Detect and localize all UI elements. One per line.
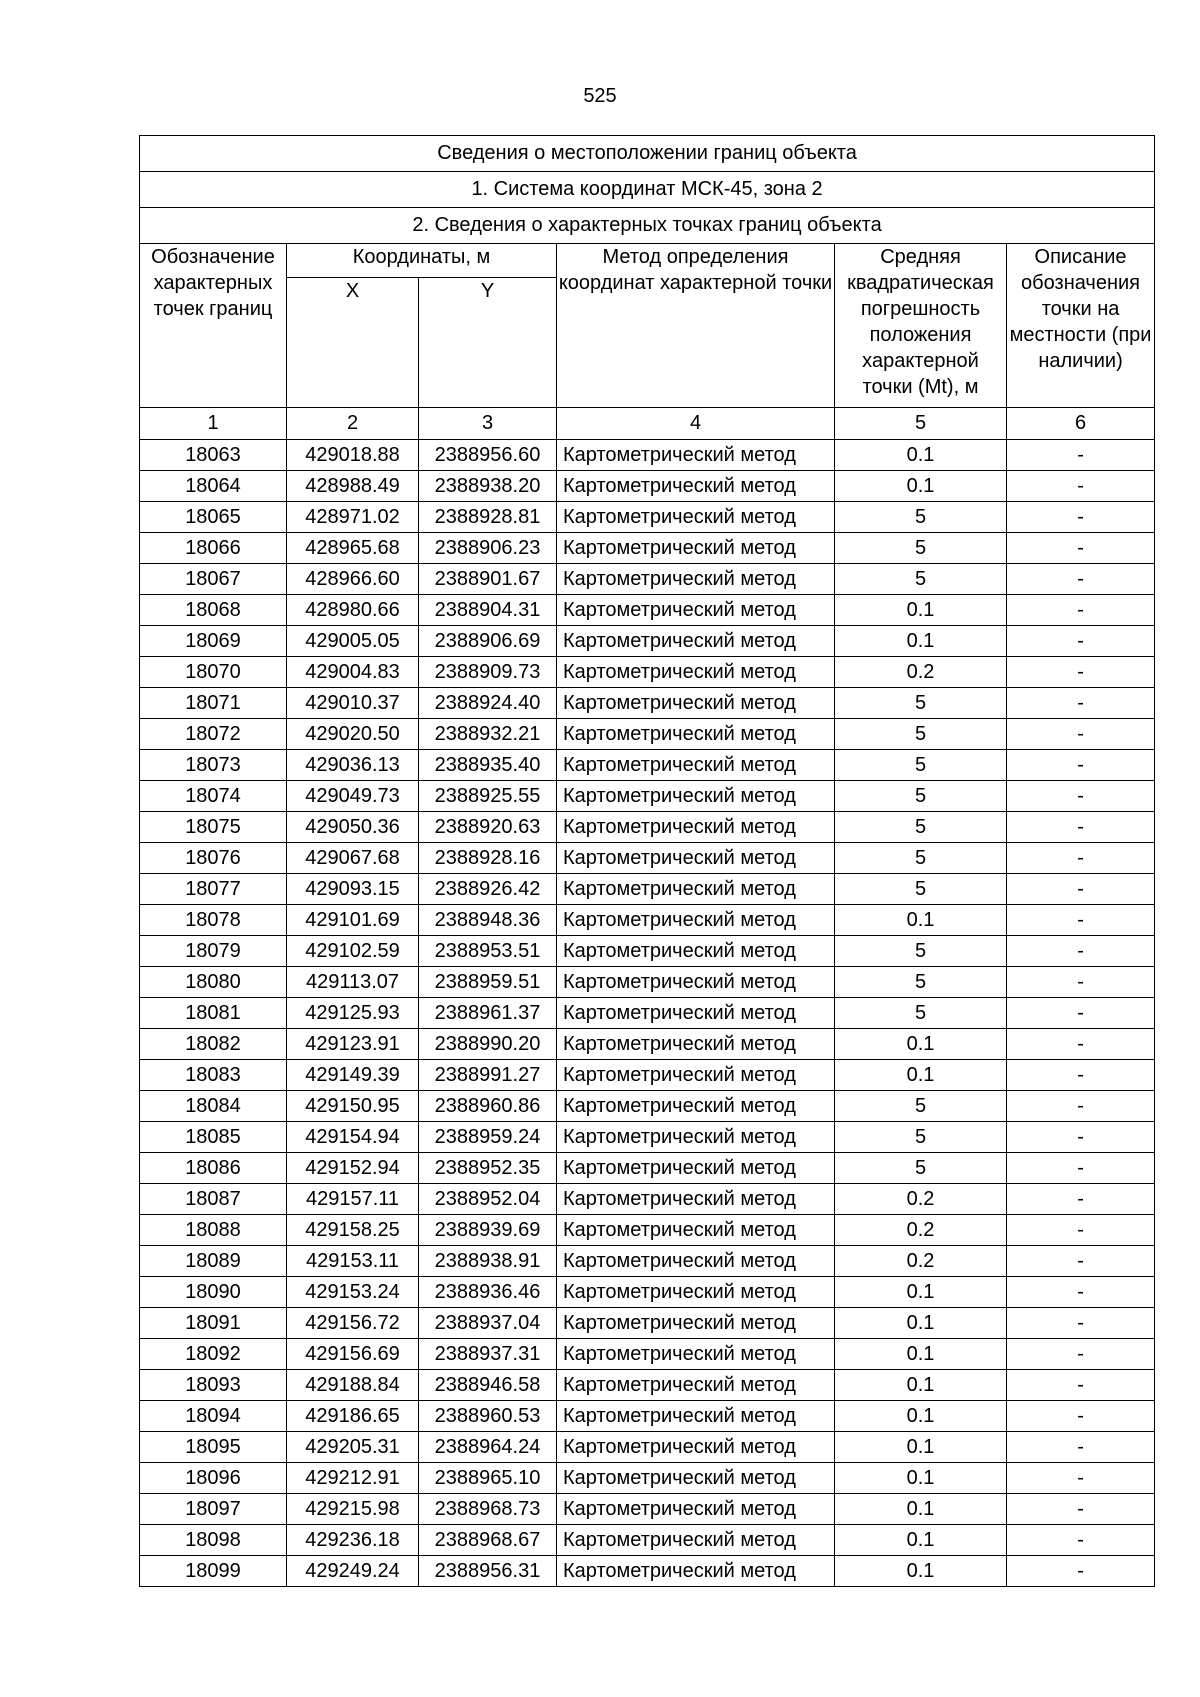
cell-x-coordinate: 429018.88 [287,440,419,471]
table-row [140,1432,1155,1463]
cell-method: Картометрический метод [557,812,835,843]
table-row [140,1091,1155,1122]
cell-mt-error: 5 [835,1153,1007,1184]
cell-mt-error: 5 [835,564,1007,595]
cell-mt-error: 0.1 [835,1494,1007,1525]
cell-point-id: 18071 [140,688,287,719]
cell-description: - [1007,812,1155,843]
cell-point-id: 18085 [140,1122,287,1153]
cell-point-id: 18070 [140,657,287,688]
table-row [140,1029,1155,1060]
header-description: Описание обозначения точки на местности (при наличии) [1007,244,1155,408]
cell-x-coordinate: 429004.83 [287,657,419,688]
table-row [140,1463,1155,1494]
cell-y-coordinate: 2388960.86 [419,1091,557,1122]
cell-method: Картометрический метод [557,688,835,719]
cell-description: - [1007,564,1155,595]
cell-mt-error: 0.2 [835,657,1007,688]
cell-x-coordinate: 429036.13 [287,750,419,781]
cell-point-id: 18073 [140,750,287,781]
column-number: 2 [287,408,419,440]
cell-method: Картометрический метод [557,1184,835,1215]
cell-mt-error: 0.1 [835,471,1007,502]
cell-x-coordinate: 429188.84 [287,1370,419,1401]
cell-mt-error: 5 [835,533,1007,564]
cell-description: - [1007,1525,1155,1556]
cell-y-coordinate: 2388938.20 [419,471,557,502]
cell-mt-error: 0.2 [835,1246,1007,1277]
cell-method: Картометрический метод [557,1060,835,1091]
cell-description: - [1007,1339,1155,1370]
cell-description: - [1007,626,1155,657]
table-row [140,1401,1155,1432]
cell-x-coordinate: 429093.15 [287,874,419,905]
header-designation: Обозначение характерных точек границ [140,244,287,408]
cell-method: Картометрический метод [557,595,835,626]
cell-y-coordinate: 2388948.36 [419,905,557,936]
cell-method: Картометрический метод [557,502,835,533]
page-number: 525 [583,85,617,107]
cell-mt-error: 5 [835,936,1007,967]
cell-mt-error: 5 [835,688,1007,719]
cell-method: Картометрический метод [557,750,835,781]
cell-description: - [1007,1091,1155,1122]
cell-mt-error: 5 [835,874,1007,905]
table-row [140,564,1155,595]
cell-method: Картометрический метод [557,1494,835,1525]
cell-description: - [1007,1370,1155,1401]
cell-x-coordinate: 429153.24 [287,1277,419,1308]
cell-y-coordinate: 2388928.16 [419,843,557,874]
cell-mt-error: 5 [835,843,1007,874]
cell-mt-error: 0.1 [835,1463,1007,1494]
cell-description: - [1007,1060,1155,1091]
cell-description: - [1007,1215,1155,1246]
cell-mt-error: 5 [835,502,1007,533]
cell-point-id: 18066 [140,533,287,564]
cell-mt-error: 0.1 [835,1277,1007,1308]
cell-description: - [1007,1122,1155,1153]
cell-mt-error: 0.1 [835,1432,1007,1463]
table-row [140,1494,1155,1525]
cell-x-coordinate: 428980.66 [287,595,419,626]
cell-description: - [1007,440,1155,471]
cell-mt-error: 0.1 [835,595,1007,626]
cell-y-coordinate: 2388937.31 [419,1339,557,1370]
table-row [140,1277,1155,1308]
cell-description: - [1007,595,1155,626]
cell-y-coordinate: 2388956.60 [419,440,557,471]
cell-y-coordinate: 2388959.51 [419,967,557,998]
cell-mt-error: 0.2 [835,1184,1007,1215]
cell-description: - [1007,657,1155,688]
cell-mt-error: 5 [835,781,1007,812]
cell-x-coordinate: 428971.02 [287,502,419,533]
cell-x-coordinate: 429157.11 [287,1184,419,1215]
cell-y-coordinate: 2388939.69 [419,1215,557,1246]
cell-point-id: 18091 [140,1308,287,1339]
cell-y-coordinate: 2388968.67 [419,1525,557,1556]
cell-y-coordinate: 2388909.73 [419,657,557,688]
cell-method: Картометрический метод [557,936,835,967]
cell-mt-error: 0.1 [835,1556,1007,1587]
column-number: 6 [1007,408,1155,440]
cell-point-id: 18069 [140,626,287,657]
cell-point-id: 18082 [140,1029,287,1060]
cell-y-coordinate: 2388965.10 [419,1463,557,1494]
cell-x-coordinate: 428988.49 [287,471,419,502]
cell-description: - [1007,1494,1155,1525]
cell-method: Картометрический метод [557,1432,835,1463]
cell-x-coordinate: 429123.91 [287,1029,419,1060]
cell-x-coordinate: 429153.11 [287,1246,419,1277]
table-row [140,1153,1155,1184]
cell-y-coordinate: 2388991.27 [419,1060,557,1091]
cell-y-coordinate: 2388964.24 [419,1432,557,1463]
cell-method: Картометрический метод [557,471,835,502]
cell-point-id: 18084 [140,1091,287,1122]
cell-description: - [1007,781,1155,812]
cell-x-coordinate: 429005.05 [287,626,419,657]
table-row [140,626,1155,657]
cell-x-coordinate: 429125.93 [287,998,419,1029]
table-row [140,1215,1155,1246]
cell-mt-error: 5 [835,812,1007,843]
cell-y-coordinate: 2388935.40 [419,750,557,781]
header-coordinates: Координаты, м [287,244,557,278]
cell-x-coordinate: 429101.69 [287,905,419,936]
cell-method: Картометрический метод [557,1308,835,1339]
cell-x-coordinate: 429152.94 [287,1153,419,1184]
cell-point-id: 18096 [140,1463,287,1494]
cell-mt-error: 5 [835,1091,1007,1122]
cell-x-coordinate: 429049.73 [287,781,419,812]
cell-method: Картометрический метод [557,1122,835,1153]
cell-mt-error: 5 [835,967,1007,998]
cell-method: Картометрический метод [557,1029,835,1060]
cell-description: - [1007,936,1155,967]
cell-method: Картометрический метод [557,874,835,905]
cell-y-coordinate: 2388961.37 [419,998,557,1029]
cell-y-coordinate: 2388925.55 [419,781,557,812]
cell-description: - [1007,998,1155,1029]
cell-point-id: 18083 [140,1060,287,1091]
cell-mt-error: 0.1 [835,626,1007,657]
cell-mt-error: 0.1 [835,1308,1007,1339]
cell-x-coordinate: 429236.18 [287,1525,419,1556]
cell-point-id: 18097 [140,1494,287,1525]
table-row [140,440,1155,471]
cell-description: - [1007,1432,1155,1463]
table-row [140,936,1155,967]
table-row [140,1556,1155,1587]
cell-point-id: 18092 [140,1339,287,1370]
cell-mt-error: 5 [835,1122,1007,1153]
cell-description: - [1007,1246,1155,1277]
cell-method: Картометрический метод [557,1556,835,1587]
cell-method: Картометрический метод [557,1463,835,1494]
cell-mt-error: 5 [835,750,1007,781]
cell-x-coordinate: 429186.65 [287,1401,419,1432]
cell-point-id: 18088 [140,1215,287,1246]
cell-mt-error: 0.1 [835,905,1007,936]
cell-description: - [1007,1308,1155,1339]
cell-x-coordinate: 429050.36 [287,812,419,843]
cell-x-coordinate: 429215.98 [287,1494,419,1525]
coordinate-system-row: 1. Система координат МСК-45, зона 2 [140,172,1155,208]
cell-method: Картометрический метод [557,1339,835,1370]
cell-y-coordinate: 2388924.40 [419,688,557,719]
cell-y-coordinate: 2388946.58 [419,1370,557,1401]
cell-point-id: 18074 [140,781,287,812]
table-row [140,843,1155,874]
cell-method: Картометрический метод [557,967,835,998]
cell-description: - [1007,533,1155,564]
cell-method: Картометрический метод [557,657,835,688]
cell-method: Картометрический метод [557,1215,835,1246]
header-y: Y [419,278,557,408]
cell-point-id: 18095 [140,1432,287,1463]
cell-x-coordinate: 428965.68 [287,533,419,564]
table-body [140,440,1155,1587]
table-row [140,905,1155,936]
column-number: 1 [140,408,287,440]
table-row [140,533,1155,564]
table-row [140,1246,1155,1277]
cell-y-coordinate: 2388952.35 [419,1153,557,1184]
cell-y-coordinate: 2388956.31 [419,1556,557,1587]
table-row [140,657,1155,688]
table-row [140,1122,1155,1153]
table-row [140,1339,1155,1370]
table-row [140,1308,1155,1339]
table-row [140,688,1155,719]
cell-mt-error: 0.2 [835,1215,1007,1246]
cell-description: - [1007,1029,1155,1060]
cell-method: Картометрический метод [557,1370,835,1401]
cell-method: Картометрический метод [557,1277,835,1308]
cell-method: Картометрический метод [557,781,835,812]
cell-mt-error: 5 [835,998,1007,1029]
cell-mt-error: 0.1 [835,1060,1007,1091]
cell-point-id: 18072 [140,719,287,750]
header-error: Средняя квадратическая погрешность положения характерной точки (Mt), м [835,244,1007,408]
column-number: 3 [419,408,557,440]
cell-method: Картометрический метод [557,998,835,1029]
points-section-row: 2. Сведения о характерных точках границ объекта [140,208,1155,244]
table-row [140,1525,1155,1556]
cell-description: - [1007,967,1155,998]
cell-description: - [1007,843,1155,874]
cell-point-id: 18076 [140,843,287,874]
table-row [140,874,1155,905]
cell-y-coordinate: 2388959.24 [419,1122,557,1153]
cell-x-coordinate: 429020.50 [287,719,419,750]
cell-point-id: 18067 [140,564,287,595]
cell-point-id: 18077 [140,874,287,905]
table-row [140,1370,1155,1401]
cell-x-coordinate: 429158.25 [287,1215,419,1246]
cell-x-coordinate: 428966.60 [287,564,419,595]
cell-y-coordinate: 2388960.53 [419,1401,557,1432]
cell-y-coordinate: 2388906.23 [419,533,557,564]
cell-point-id: 18087 [140,1184,287,1215]
cell-x-coordinate: 429156.69 [287,1339,419,1370]
column-number: 4 [557,408,835,440]
cell-x-coordinate: 429149.39 [287,1060,419,1091]
cell-y-coordinate: 2388938.91 [419,1246,557,1277]
cell-point-id: 18093 [140,1370,287,1401]
cell-y-coordinate: 2388906.69 [419,626,557,657]
cell-point-id: 18098 [140,1525,287,1556]
cell-point-id: 18063 [140,440,287,471]
cell-method: Картометрический метод [557,905,835,936]
cell-point-id: 18075 [140,812,287,843]
cell-description: - [1007,502,1155,533]
cell-mt-error: 0.1 [835,1401,1007,1432]
cell-method: Картометрический метод [557,564,835,595]
cell-mt-error: 0.1 [835,1525,1007,1556]
table-row [140,998,1155,1029]
cell-y-coordinate: 2388904.31 [419,595,557,626]
cell-y-coordinate: 2388990.20 [419,1029,557,1060]
cell-y-coordinate: 2388932.21 [419,719,557,750]
table-title-row: Сведения о местоположении границ объекта [140,136,1155,172]
cell-method: Картометрический метод [557,1401,835,1432]
table-row [140,781,1155,812]
cell-point-id: 18094 [140,1401,287,1432]
cell-mt-error: 0.1 [835,1029,1007,1060]
cell-mt-error: 0.1 [835,1370,1007,1401]
cell-y-coordinate: 2388937.04 [419,1308,557,1339]
table-row [140,719,1155,750]
table-row [140,595,1155,626]
cell-x-coordinate: 429212.91 [287,1463,419,1494]
table-row [140,1060,1155,1091]
cell-x-coordinate: 429249.24 [287,1556,419,1587]
cell-description: - [1007,1556,1155,1587]
cell-y-coordinate: 2388953.51 [419,936,557,967]
cell-description: - [1007,905,1155,936]
header-method: Метод определения координат характерной точки [557,244,835,408]
cell-point-id: 18081 [140,998,287,1029]
cell-y-coordinate: 2388928.81 [419,502,557,533]
cell-method: Картометрический метод [557,626,835,657]
cell-mt-error: 5 [835,719,1007,750]
cell-description: - [1007,750,1155,781]
table-row [140,502,1155,533]
cell-point-id: 18086 [140,1153,287,1184]
cell-description: - [1007,874,1155,905]
cell-mt-error: 0.1 [835,440,1007,471]
cell-description: - [1007,471,1155,502]
cell-point-id: 18090 [140,1277,287,1308]
cell-description: - [1007,719,1155,750]
cell-point-id: 18068 [140,595,287,626]
column-number: 5 [835,408,1007,440]
table-row [140,750,1155,781]
cell-mt-error: 0.1 [835,1339,1007,1370]
table-row [140,967,1155,998]
cell-method: Картометрический метод [557,440,835,471]
cell-y-coordinate: 2388901.67 [419,564,557,595]
cell-y-coordinate: 2388926.42 [419,874,557,905]
cell-description: - [1007,1184,1155,1215]
table-row [140,471,1155,502]
cell-y-coordinate: 2388920.63 [419,812,557,843]
cell-x-coordinate: 429102.59 [287,936,419,967]
cell-point-id: 18089 [140,1246,287,1277]
cell-method: Картометрический метод [557,1246,835,1277]
cell-point-id: 18099 [140,1556,287,1587]
cell-y-coordinate: 2388952.04 [419,1184,557,1215]
cell-description: - [1007,1153,1155,1184]
cell-method: Картометрический метод [557,1525,835,1556]
table-row [140,812,1155,843]
cell-method: Картометрический метод [557,1091,835,1122]
cell-method: Картометрический метод [557,1153,835,1184]
cell-x-coordinate: 429205.31 [287,1432,419,1463]
cell-x-coordinate: 429067.68 [287,843,419,874]
cell-description: - [1007,688,1155,719]
table-row [140,1184,1155,1215]
cell-point-id: 18080 [140,967,287,998]
cell-description: - [1007,1401,1155,1432]
boundary-points-table [139,135,1155,1587]
cell-description: - [1007,1277,1155,1308]
cell-method: Картометрический метод [557,843,835,874]
cell-description: - [1007,1463,1155,1494]
cell-x-coordinate: 429150.95 [287,1091,419,1122]
cell-method: Картометрический метод [557,719,835,750]
cell-x-coordinate: 429156.72 [287,1308,419,1339]
cell-y-coordinate: 2388968.73 [419,1494,557,1525]
cell-point-id: 18078 [140,905,287,936]
cell-x-coordinate: 429010.37 [287,688,419,719]
header-x: X [287,278,419,408]
cell-y-coordinate: 2388936.46 [419,1277,557,1308]
cell-point-id: 18065 [140,502,287,533]
cell-point-id: 18064 [140,471,287,502]
cell-x-coordinate: 429113.07 [287,967,419,998]
cell-x-coordinate: 429154.94 [287,1122,419,1153]
cell-point-id: 18079 [140,936,287,967]
cell-method: Картометрический метод [557,533,835,564]
